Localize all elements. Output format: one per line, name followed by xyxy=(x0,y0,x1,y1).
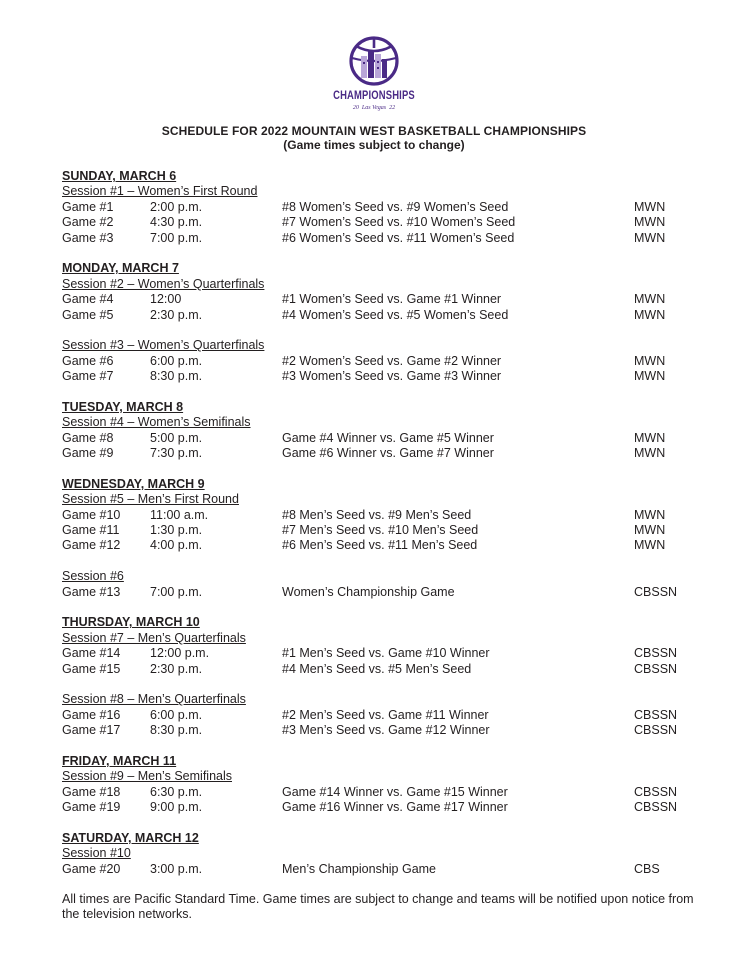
game-network: CBSSN xyxy=(634,584,678,599)
game-row xyxy=(62,723,702,738)
game-row xyxy=(62,523,702,538)
game-matchup: #4 Men’s Seed vs. #5 Men’s Seed xyxy=(282,661,472,676)
game-row xyxy=(62,215,702,230)
game-time: 9:00 p.m. xyxy=(150,800,203,815)
game-matchup: #2 Men’s Seed vs. Game #11 Winner xyxy=(282,707,489,722)
game-time: 2:00 p.m. xyxy=(150,199,203,214)
footer-note: All times are Pacific Standard Time. Game times are subject to change and teams will be notified upon notice from the television networks. xyxy=(62,892,694,922)
day-heading: SUNDAY, MARCH 6 xyxy=(62,169,177,183)
spacer xyxy=(62,600,702,615)
logo-script: Las Vegas xyxy=(361,105,387,111)
game-network: MWN xyxy=(634,538,666,553)
game-number: Game #19 xyxy=(62,800,121,815)
game-time: 7:00 p.m. xyxy=(150,230,203,245)
game-number: Game #4 xyxy=(62,292,114,307)
page-subtitle: (Game times subject to change) xyxy=(283,138,465,152)
game-time: 7:00 p.m. xyxy=(150,584,203,599)
game-number: Game #20 xyxy=(62,861,121,876)
session-heading: Session #1 – Women’s First Round xyxy=(62,184,258,199)
game-matchup: Women’s Championship Game xyxy=(282,584,455,599)
game-matchup: #7 Women’s Seed vs. #10 Women’s Seed xyxy=(282,215,516,230)
game-time: 4:30 p.m. xyxy=(150,215,203,230)
game-network: MWN xyxy=(634,230,666,245)
game-network: CBSSN xyxy=(634,784,678,799)
game-row xyxy=(62,200,702,215)
spacer xyxy=(62,246,702,261)
game-matchup: Game #6 Winner vs. Game #7 Winner xyxy=(282,446,494,461)
spacer xyxy=(62,554,702,569)
game-row xyxy=(62,646,702,661)
game-number: Game #3 xyxy=(62,230,114,245)
game-network: CBS xyxy=(634,861,660,876)
schedule xyxy=(62,169,702,877)
game-matchup: #1 Women’s Seed vs. Game #1 Winner xyxy=(282,292,502,307)
game-network: CBSSN xyxy=(634,723,678,738)
session-heading: Session #6 xyxy=(62,569,124,584)
game-row xyxy=(62,369,702,384)
game-number: Game #2 xyxy=(62,215,114,230)
game-time: 2:30 p.m. xyxy=(150,307,203,322)
session-heading: Session #5 – Men’s First Round xyxy=(62,492,239,507)
game-time: 12:00 xyxy=(150,292,182,307)
spacer xyxy=(62,677,702,692)
game-number: Game #14 xyxy=(62,646,121,661)
game-number: Game #18 xyxy=(62,784,121,799)
game-time: 5:00 p.m. xyxy=(150,430,203,445)
game-number: Game #13 xyxy=(62,584,121,599)
logo-year-left: 20 xyxy=(352,105,359,111)
game-matchup: #2 Women’s Seed vs. Game #2 Winner xyxy=(282,353,502,368)
game-row xyxy=(62,231,702,246)
page-title: SCHEDULE FOR 2022 MOUNTAIN WEST BASKETBALL CHAMPIONSHIPS xyxy=(161,124,587,138)
game-row xyxy=(62,446,702,461)
day-heading: THURSDAY, MARCH 10 xyxy=(62,615,200,630)
basketball-arena-icon xyxy=(339,34,409,92)
game-row xyxy=(62,538,702,553)
game-row xyxy=(62,508,702,523)
game-time: 11:00 a.m. xyxy=(150,507,209,522)
spacer xyxy=(62,323,702,338)
game-network: MWN xyxy=(634,307,666,322)
game-network: MWN xyxy=(634,199,666,214)
game-number: Game #12 xyxy=(62,538,121,553)
game-time: 12:00 p.m. xyxy=(150,646,210,661)
spacer xyxy=(62,461,702,476)
game-network: MWN xyxy=(634,353,666,368)
game-matchup: #8 Women’s Seed vs. #9 Women’s Seed xyxy=(282,199,509,214)
game-network: MWN xyxy=(634,522,666,537)
game-time: 8:30 p.m. xyxy=(150,723,203,738)
game-network: MWN xyxy=(634,292,666,307)
game-matchup: #8 Men’s Seed vs. #9 Men’s Seed xyxy=(282,507,472,522)
day-heading: WEDNESDAY, MARCH 9 xyxy=(62,476,205,491)
game-row xyxy=(62,862,702,877)
session-heading: Session #4 – Women’s Semifinals xyxy=(62,415,251,430)
day-heading: MONDAY, MARCH 7 xyxy=(62,261,179,276)
game-network: MWN xyxy=(634,446,666,461)
game-matchup: #6 Women’s Seed vs. #11 Women’s Seed xyxy=(282,230,515,245)
game-number: Game #17 xyxy=(62,723,121,738)
game-matchup: #1 Men’s Seed vs. Game #10 Winner xyxy=(282,646,490,661)
game-matchup: #7 Men’s Seed vs. #10 Men’s Seed xyxy=(282,522,479,537)
game-number: Game #15 xyxy=(62,661,121,676)
game-time: 8:30 p.m. xyxy=(150,369,203,384)
game-time: 6:30 p.m. xyxy=(150,784,203,799)
game-network: MWN xyxy=(634,369,666,384)
game-network: MWN xyxy=(634,507,666,522)
day-heading: FRIDAY, MARCH 11 xyxy=(62,753,177,768)
game-network: CBSSN xyxy=(634,800,678,815)
game-row xyxy=(62,431,702,446)
game-number: Game #6 xyxy=(62,353,114,368)
spacer xyxy=(62,815,702,830)
game-row xyxy=(62,662,702,677)
session-heading: Session #7 – Men’s Quarterfinals xyxy=(62,630,246,645)
session-heading: Session #8 – Men’s Quarterfinals xyxy=(62,692,246,707)
game-matchup: #6 Men’s Seed vs. #11 Men’s Seed xyxy=(282,538,478,553)
game-time: 3:00 p.m. xyxy=(150,861,203,876)
game-matchup: #3 Men’s Seed vs. Game #12 Winner xyxy=(282,723,490,738)
game-network: CBSSN xyxy=(634,661,678,676)
game-time: 4:00 p.m. xyxy=(150,538,203,553)
session-heading: Session #2 – Women’s Quarterfinals xyxy=(62,276,265,291)
game-number: Game #9 xyxy=(62,446,114,461)
logo-year-right: 22 xyxy=(389,105,396,111)
game-network: CBSSN xyxy=(634,646,678,661)
game-number: Game #8 xyxy=(62,430,114,445)
game-row xyxy=(62,708,702,723)
game-row xyxy=(62,800,702,815)
game-time: 6:00 p.m. xyxy=(150,353,203,368)
game-matchup: Game #16 Winner vs. Game #17 Winner xyxy=(282,800,508,815)
game-number: Game #7 xyxy=(62,369,114,384)
game-network: CBSSN xyxy=(634,707,678,722)
game-time: 6:00 p.m. xyxy=(150,707,203,722)
game-matchup: #4 Women’s Seed vs. #5 Women’s Seed xyxy=(282,307,509,322)
game-row xyxy=(62,585,702,600)
game-row xyxy=(62,308,702,323)
logo-wordmark: CHAMPIONSHIPS xyxy=(333,90,415,102)
spacer xyxy=(62,738,702,753)
session-heading: Session #9 – Men’s Semifinals xyxy=(62,769,232,784)
game-time: 1:30 p.m. xyxy=(150,522,203,537)
game-row xyxy=(62,785,702,800)
game-matchup: Men’s Championship Game xyxy=(282,861,437,876)
game-time: 2:30 p.m. xyxy=(150,661,203,676)
day-heading: TUESDAY, MARCH 8 xyxy=(62,399,184,414)
logo-tagline xyxy=(319,105,429,111)
game-matchup: Game #14 Winner vs. Game #15 Winner xyxy=(282,784,508,799)
game-number: Game #1 xyxy=(62,199,114,214)
game-row xyxy=(62,292,702,307)
game-number: Game #16 xyxy=(62,707,121,722)
game-network: MWN xyxy=(634,430,666,445)
session-heading: Session #10 xyxy=(62,846,131,861)
game-number: Game #10 xyxy=(62,507,121,522)
game-matchup: #3 Women’s Seed vs. Game #3 Winner xyxy=(282,369,502,384)
game-matchup: Game #4 Winner vs. Game #5 Winner xyxy=(282,430,494,445)
game-number: Game #5 xyxy=(62,307,114,322)
game-number: Game #11 xyxy=(62,522,120,537)
spacer xyxy=(62,384,702,399)
session-heading: Session #3 – Women’s Quarterfinals xyxy=(62,338,265,353)
game-row xyxy=(62,354,702,369)
championships-logo xyxy=(319,34,429,126)
day-heading: SATURDAY, MARCH 12 xyxy=(62,830,199,845)
game-network: MWN xyxy=(634,215,666,230)
game-time: 7:30 p.m. xyxy=(150,446,203,461)
